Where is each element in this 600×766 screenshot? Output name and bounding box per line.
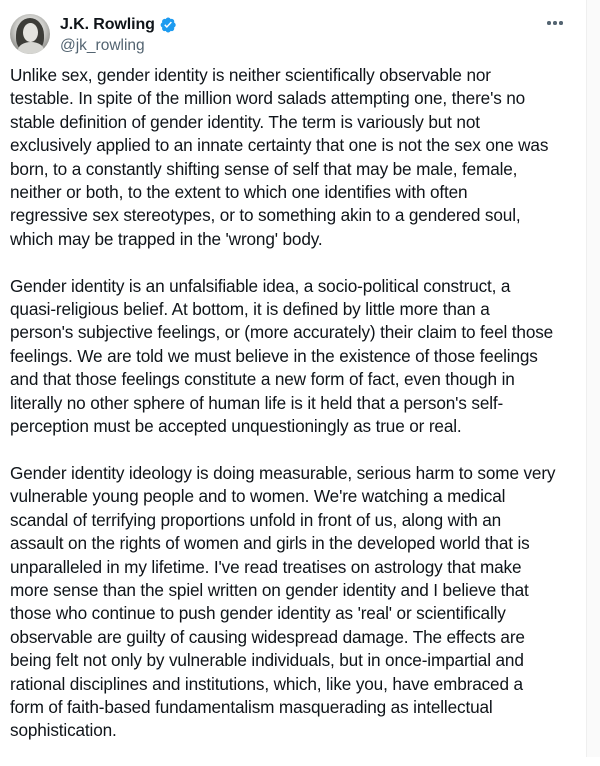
text-line: Gender identity ideology is doing measurable, serious harm to some very: [10, 462, 556, 483]
more-options-icon: [553, 21, 557, 25]
text-line: being felt not only by vulnerable individuals, but in once-impartial and: [10, 650, 524, 671]
text-line: neither or both, to the extent to which one identifies with often: [10, 182, 468, 203]
avatar-face: [23, 23, 38, 42]
author-handle[interactable]: @jk_rowling: [60, 36, 145, 54]
text-line: literally no other sphere of human life is it held that a person's self-: [10, 392, 504, 413]
tweet-header: [10, 12, 177, 56]
text-line: those who continue to push gender identity as 'real' or scientifically: [10, 603, 506, 624]
text-line: born, to a constantly shifting sense of self that may be male, female,: [10, 158, 518, 179]
tweet-paragraph-3: [10, 462, 582, 743]
text-line: more sense than the spiel written on gender identity and I believe that: [10, 579, 529, 600]
more-options-icon: [559, 21, 563, 25]
text-line: testable. In spite of the million word salads attempting one, there's no: [10, 88, 526, 109]
tweet-text: [10, 64, 582, 766]
tweet-paragraph-1: [10, 64, 582, 251]
author-name-row: [60, 14, 177, 36]
text-line: regressive sex stereotypes, or to something akin to a gendered soul,: [10, 205, 521, 226]
verified-badge-icon: [159, 16, 177, 34]
text-line: which may be trapped in the 'wrong' body.: [10, 228, 323, 249]
text-line: sophistication.: [10, 720, 117, 741]
tweet-paragraph-2: [10, 275, 582, 439]
text-line: and that those feelings constitute a new form of fact, even though in: [10, 369, 515, 390]
text-line: observable are guilty of causing widespread damage. The effects are: [10, 626, 525, 647]
text-line: form of faith-based fundamentalism masquerading as intellectual: [10, 696, 493, 717]
more-options-button[interactable]: [542, 14, 568, 32]
text-line: rational disciplines and institutions, which, like you, have embraced a: [10, 673, 523, 694]
avatar[interactable]: [10, 14, 50, 54]
text-line: stable definition of gender identity. The term is variously but not: [10, 111, 480, 132]
text-line: quasi-religious belief. At bottom, it is defined by little more than a: [10, 299, 490, 320]
more-options-icon: [547, 21, 551, 25]
avatar-shoulders: [18, 42, 44, 54]
text-line: Unlike sex, gender identity is neither scientifically observable nor: [10, 65, 491, 85]
text-line: vulnerable young people and to women. We're watching a medical: [10, 486, 506, 507]
timeline-divider: [586, 0, 600, 757]
author-display-name[interactable]: J.K. Rowling: [60, 15, 155, 33]
text-line: feelings. We are told we must believe in the existence of those feelings: [10, 345, 538, 366]
text-line: exclusively applied to an innate certainty that one is not the sex one was: [10, 135, 549, 156]
text-line: Gender identity is an unfalsifiable idea, a socio-political construct, a: [10, 275, 511, 296]
author-info: [60, 14, 177, 55]
text-line: scandal of terrifying proportions unfold in front of us, along with an: [10, 509, 502, 530]
text-line: unparalleled in my lifetime. I've read treatises on astrology that make: [10, 556, 522, 577]
text-line: perception must be accepted unquestioningly as true or real.: [10, 416, 462, 437]
text-line: assault on the rights of women and girls in the developed world that is: [10, 533, 530, 554]
text-line: person's subjective feelings, or (more accurately) their claim to feel those: [10, 322, 554, 343]
